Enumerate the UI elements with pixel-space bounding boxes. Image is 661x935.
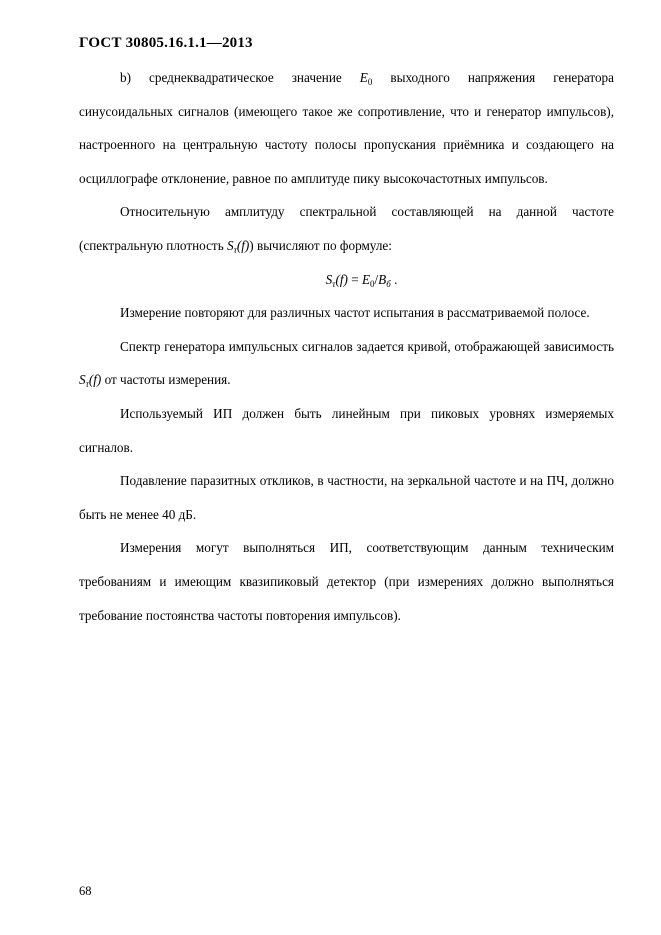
document-standard-title: ГОСТ 30805.16.1.1—2013 (79, 35, 253, 51)
page-number: 68 (79, 884, 92, 898)
paragraph-text: Относительную амплитуду спектральной составляющей на данной частоте (спектральную плотность (79, 204, 614, 253)
symbol-s: S (227, 237, 234, 253)
paragraph-text: выходного напряжения генератора синусоидальных сигналов (имеющего такое же сопротивление, что и генератор импульсов), настроенного на центральную частоту полосы пропускания приёмника и создающего на осциллографе отклонение, равное по амплитуде пику высокочастотных импульсов. (79, 70, 614, 186)
subscript: τ (233, 244, 237, 255)
paragraph-text: Спектр генератора импульсных сигналов задается кривой, отображающей зависимость (120, 338, 614, 354)
paragraph-rms-value (79, 61, 614, 195)
formula-lhs-argument: (f) (335, 271, 348, 287)
formula-spectral-density (79, 263, 614, 297)
function-argument: (f) (236, 237, 250, 253)
paragraph-spurious-suppression: Подавление паразитных откликов, в частности, на зеркальной частоте и на ПЧ, должно быть не менее 40 дБ. (79, 473, 614, 522)
subscript: 0 (367, 77, 373, 87)
formula-denominator-symbol: B (378, 271, 387, 287)
symbol-s: S (79, 372, 86, 388)
paragraph-text: от частоты измерения. (101, 372, 231, 388)
function-argument: (f) (88, 372, 102, 388)
subscript: τ (85, 379, 89, 390)
paragraph-generator-spectrum (79, 330, 614, 397)
formula-lhs-subscript: τ (332, 278, 336, 289)
paragraph-linearity: Используемый ИП должен быть линейным при пиковых уровнях измеряемых сигналов. (79, 405, 614, 455)
formula-end: . (390, 271, 398, 287)
formula-lhs-symbol: S (325, 271, 333, 287)
paragraph-relative-amplitude (79, 195, 614, 262)
symbol-e: E (359, 70, 368, 85)
paragraph-text: b) среднеквадратическое значение (120, 70, 360, 85)
formula-slash: / (374, 271, 379, 287)
paragraph-text: ) вычисляют по формуле: (249, 237, 392, 253)
formula-equals: = (347, 271, 362, 287)
formula-numerator-symbol: E (361, 271, 370, 287)
formula-denominator-subscript: б (386, 278, 391, 289)
document-body (79, 61, 614, 632)
paragraph-quasi-peak-detector: Измерения могут выполняться ИП, соответствующим данным техническим требованиям и имеющим квазипиковый детектор (при измерениях должно выполняться требование постоянства частоты повторения импульсов). (79, 540, 614, 623)
paragraph-repeat-measurement: Измерение повторяют для различных частот испытания в рассматриваемой полосе. (120, 305, 590, 321)
formula-numerator-subscript: 0 (370, 278, 375, 289)
